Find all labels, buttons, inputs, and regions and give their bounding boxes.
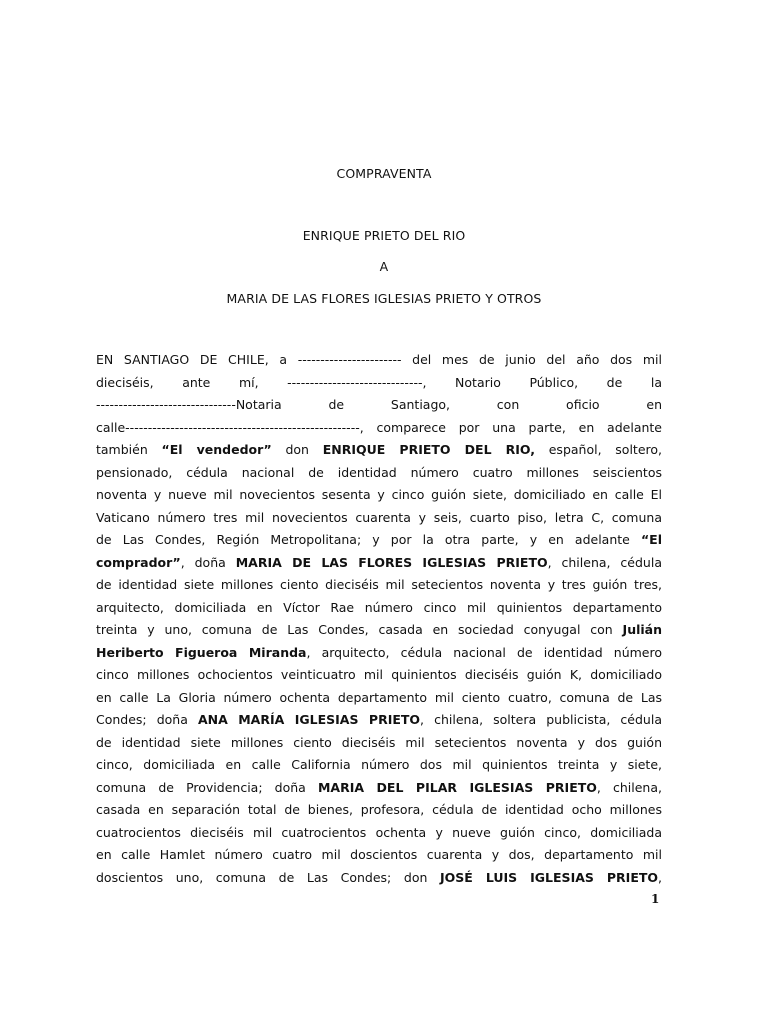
text-run: arquitecto, domiciliada en Víctor Rae número cinco mil quinientos departamento	[96, 599, 662, 615]
text-run: , chilena, cédula	[547, 554, 662, 570]
text-run: , chilena, soltera publicista, cédula	[420, 712, 662, 727]
text-run: de Las Condes, Región Metropolitana; y por la otra parte, y en adelante	[96, 532, 641, 547]
bold-text-run: “El	[640, 532, 662, 547]
body-line	[96, 777, 662, 800]
document-title: COMPRAVENTA	[336, 166, 432, 181]
text-run: -------------------------------Notaria de Santiago, con oficio en	[96, 397, 662, 412]
text-run: ,	[658, 869, 662, 885]
connector-heading: A	[379, 259, 389, 274]
text-run: EN SANTIAGO DE CHILE, a ----------------------- del mes de junio del año dos mil	[96, 352, 662, 367]
text-run: calle----------------------------------------------------, comparece por una parte, en adelante	[96, 419, 662, 435]
bold-text-run: “El vendedor”	[161, 442, 272, 457]
body-line	[96, 462, 662, 485]
body-line	[96, 417, 662, 440]
bold-text-run: comprador”	[96, 554, 181, 570]
body-line	[96, 687, 662, 710]
body-line	[96, 574, 662, 597]
body-line	[96, 349, 662, 372]
text-run: cuatrocientos dieciséis mil cuatrocientos ochenta y nueve guión cinco, domiciliada	[96, 824, 662, 840]
body-line	[96, 597, 662, 620]
bold-text-run: MARIA DEL PILAR IGLESIAS PRIETO	[317, 779, 597, 795]
body-line	[96, 664, 662, 687]
bold-text-run: Julián	[622, 622, 662, 637]
text-run: doscientos uno, comuna de Las Condes; don	[96, 869, 441, 885]
text-run: pensionado, cédula nacional de identidad número cuatro millones seiscientos	[96, 464, 662, 480]
body-line	[96, 822, 662, 845]
seller-name-heading: ENRIQUE PRIETO DEL RIO	[302, 228, 466, 243]
text-run: , chilena,	[596, 779, 662, 795]
text-run: Vaticano número tres mil novecientos cuarenta y seis, cuarto piso, letra C, comuna	[96, 509, 662, 525]
body-line	[96, 799, 662, 822]
body-line	[96, 372, 662, 395]
bold-text-run: MARIA DE LAS FLORES IGLESIAS PRIETO	[235, 554, 548, 570]
body-line	[96, 844, 662, 867]
body-line	[96, 867, 662, 890]
body-line	[96, 529, 662, 552]
body-line	[96, 484, 662, 507]
text-run: de identidad siete millones ciento dieciséis mil setecientos noventa y tres guión tres,	[96, 577, 662, 592]
body-line	[96, 439, 662, 462]
text-run: , doña	[180, 554, 236, 570]
body-line	[96, 619, 662, 642]
text-run: de identidad siete millones ciento dieciséis mil setecientos noventa y dos guión	[96, 734, 662, 750]
text-run: noventa y nueve mil novecientos sesenta y cinco guión siete, domiciliado en calle El	[96, 487, 662, 502]
document-body	[96, 349, 662, 889]
text-run: cinco, domiciliada en calle California número dos mil quinientos treinta y siete,	[96, 757, 662, 772]
page-number: 1	[651, 892, 660, 906]
bold-text-run: Heriberto Figueroa Miranda	[96, 644, 307, 660]
body-line	[96, 732, 662, 755]
text-run: en calle La Gloria número ochenta departamento mil ciento cuatro, comuna de Las	[96, 689, 662, 705]
text-run: casada en separación total de bienes, profesora, cédula de identidad ocho millones	[96, 802, 662, 817]
body-line	[96, 552, 662, 575]
body-line	[96, 394, 662, 417]
text-run: comuna de Providencia; doña	[96, 779, 318, 795]
text-run: cinco millones ochocientos veinticuatro mil quinientos dieciséis guión K, domiciliado	[96, 667, 662, 682]
body-line	[96, 709, 662, 732]
text-run: treinta y uno, comuna de Las Condes, casada en sociedad conyugal con	[96, 622, 623, 637]
body-line	[96, 642, 662, 665]
text-run: también	[96, 442, 162, 457]
text-run: en calle Hamlet número cuatro mil doscientos cuarenta y dos, departamento mil	[96, 847, 662, 862]
bold-text-run: JOSÉ LUIS IGLESIAS PRIETO	[440, 869, 659, 885]
body-line	[96, 507, 662, 530]
text-run: don	[271, 442, 323, 457]
text-run: dieciséis, ante mí, ------------------------------, Notario Público, de la	[96, 374, 662, 390]
text-run: español, soltero,	[535, 442, 662, 457]
text-run: Condes; doña	[96, 712, 198, 727]
body-line	[96, 754, 662, 777]
bold-text-run: ENRIQUE PRIETO DEL RIO,	[322, 442, 536, 457]
bold-text-run: ANA MARÍA IGLESIAS PRIETO	[197, 712, 421, 727]
text-run: , arquitecto, cédula nacional de identidad número	[306, 644, 663, 660]
buyers-name-heading: MARIA DE LAS FLORES IGLESIAS PRIETO Y OTROS	[226, 291, 542, 306]
